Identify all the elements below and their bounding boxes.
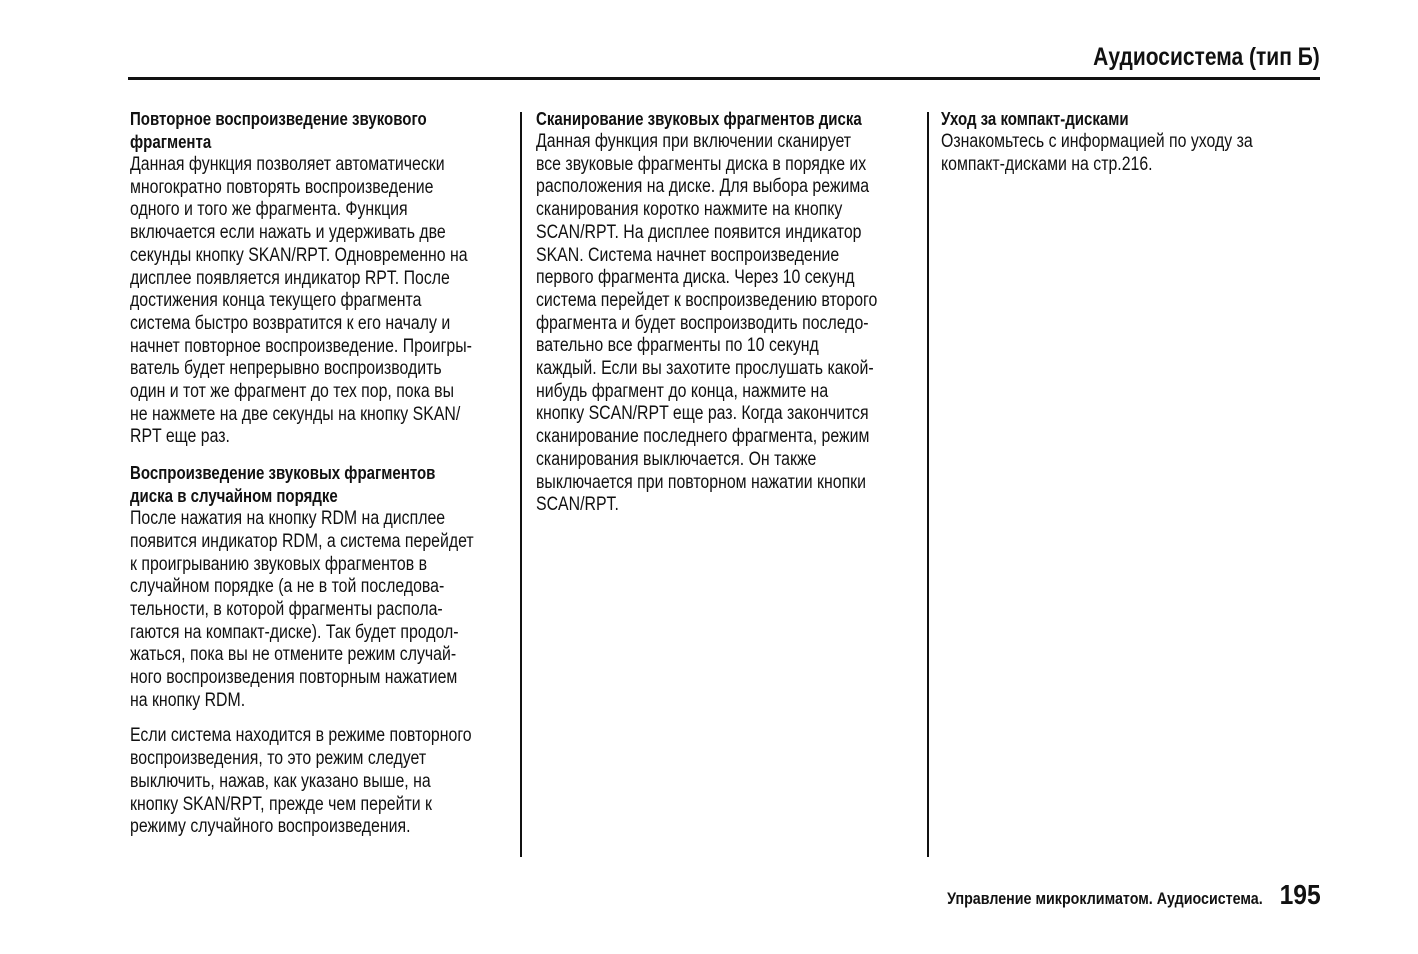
text-line: Данная функция позволяет автоматически [130, 154, 445, 175]
text-line: Ознакомьтесь с информацией по уходу за [941, 131, 1253, 152]
column-3 [941, 108, 1397, 176]
text-line: один и тот же фрагмент до тех пор, пока вы [130, 381, 454, 403]
text-line: фрагмента и будет воспроизводить последо- [536, 312, 869, 334]
text-line: к проигрыванию звуковых фрагментов в [130, 553, 428, 575]
text-line: выключается при повторном нажатии кнопки [536, 471, 866, 493]
random-paragraph [130, 508, 511, 712]
text-line: SKAN. Система начнет воспроизведение [536, 244, 840, 266]
text-line: тельности, в которой фрагменты распола- [130, 598, 443, 620]
note-paragraph [130, 725, 511, 839]
heading-line: фрагмента [130, 132, 212, 152]
text-line: SCAN/RPT. На дисплее появится индикатор [536, 221, 862, 243]
column-1 [130, 108, 586, 839]
text-line: сканирование последнего фрагмента, режим [536, 426, 870, 448]
scan-heading [536, 108, 917, 131]
heading-line: диска в случайном порядке [130, 486, 338, 507]
text-line: После нажатия на кнопку RDM на дисплее [130, 508, 446, 530]
text-line: первого фрагмента диска. Через 10 секунд [536, 267, 855, 289]
care-paragraph [941, 131, 1322, 176]
text-line: выключить, нажав, как указано выше, на [130, 770, 431, 792]
text-line: расположения на диске. Для выбора режима [536, 176, 870, 198]
repeat-heading [130, 108, 511, 154]
text-line: кнопку SKAN/RPT, прежде чем перейти к [130, 793, 432, 815]
text-line: RPT еще раз. [130, 426, 230, 448]
text-line: воспроизведения, то это режим следует [130, 748, 427, 770]
random-heading [130, 462, 511, 508]
text-line: все звуковые фрагменты диска в порядке их [536, 153, 867, 175]
heading-line: Повторное воспроизведение звукового [130, 109, 427, 129]
text-line: одного и того же фрагмента. Функция [130, 199, 408, 221]
text-line: многократно повторять воспроизведение [130, 176, 434, 198]
care-heading [941, 108, 1322, 131]
text-line: сканирования выключается. Он также [536, 448, 817, 470]
text-line: включается если нажать и удерживать две [130, 222, 446, 244]
header-rule [128, 77, 1320, 80]
page-number: 195 [1279, 879, 1321, 910]
text-line: Если система находится в режиме повторного [130, 725, 472, 747]
text-line: SCAN/RPT. [536, 494, 619, 516]
footer-section-title: Управление микроклиматом. Аудиосистема. [947, 889, 1263, 908]
text-line: не нажмете на две секунды на кнопку SKAN/ [130, 403, 461, 425]
text-line: сканирования коротко нажмите на кнопку [536, 199, 843, 221]
text-line: система быстро возвратится к его началу и [130, 312, 451, 334]
text-line: гаются на компакт-диске). Так будет продол- [130, 621, 459, 643]
text-line: случайном порядке (а не в той последова- [130, 576, 445, 598]
text-line: режиму случайного воспроизведения. [130, 816, 411, 838]
heading-line: Сканирование звуковых фрагментов диска [536, 109, 862, 129]
heading-line: Воспроизведение звуковых фрагментов [130, 463, 436, 484]
text-line: Данная функция при включении сканирует [536, 131, 852, 152]
text-line: дисплее появляется индикатор RPT. После [130, 267, 450, 289]
text-line: секунды кнопку SKAN/RPT. Одновременно на [130, 244, 468, 266]
text-line: каждый. Если вы захотите прослушать какой- [536, 358, 874, 380]
heading-line: Уход за компакт-дисками [941, 109, 1129, 129]
column-2 [536, 108, 992, 517]
text-line: система перейдет к воспроизведению второго [536, 289, 878, 311]
text-line: жаться, пока вы не отмените режим случай- [130, 644, 457, 666]
text-line: достижения конца текущего фрагмента [130, 290, 422, 312]
text-line: на кнопку RDM. [130, 689, 246, 711]
column-divider [520, 112, 522, 857]
text-line: начнет повторное воспроизведение. Проигры- [130, 335, 472, 357]
text-line: появится индикатор RDM, а система перейдет [130, 530, 474, 552]
text-line: вательно все фрагменты по 10 секунд [536, 335, 819, 357]
text-line: ного воспроизведения повторным нажатием [130, 667, 458, 689]
text-line: ватель будет непрерывно воспроизводить [130, 358, 442, 380]
repeat-paragraph [130, 154, 511, 449]
text-line: нибудь фрагмент до конца, нажмите на [536, 380, 829, 402]
text-line: компакт-дисками на стр.216. [941, 153, 1153, 175]
page-title: Аудиосистема (тип Б) [1093, 43, 1320, 71]
column-divider [927, 112, 929, 857]
scan-paragraph [536, 131, 917, 517]
text-line: кнопку SCAN/RPT еще раз. Когда закончится [536, 403, 869, 425]
